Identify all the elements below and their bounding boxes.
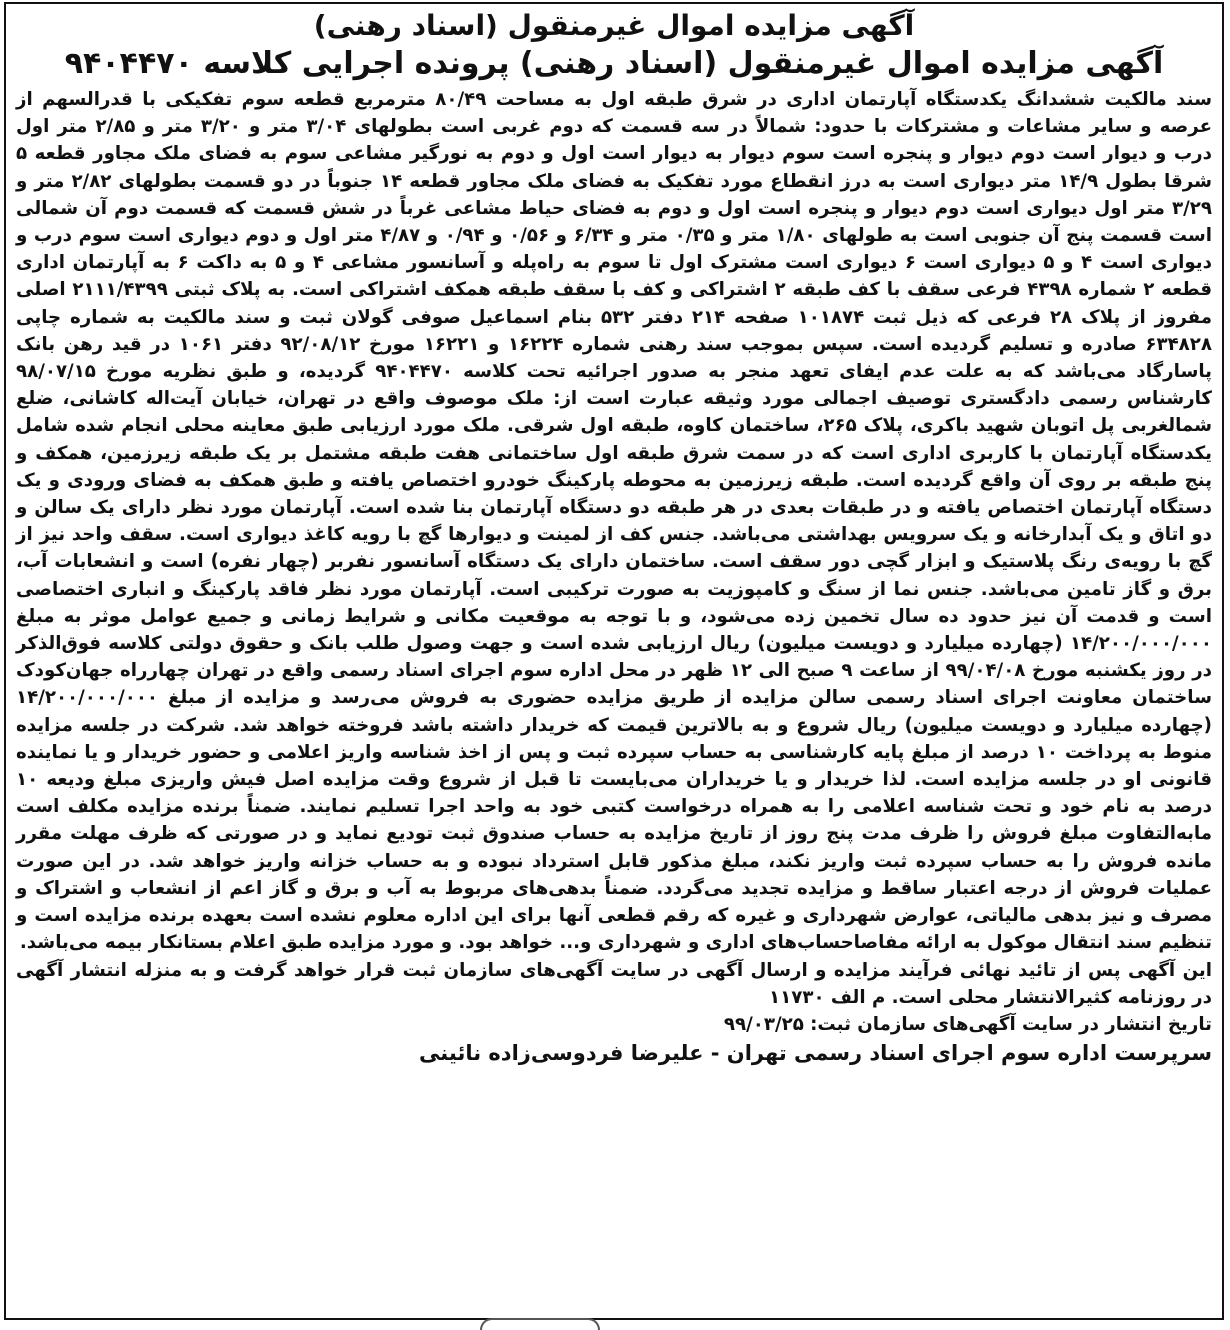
signature: سرپرست اداره سوم اجرای اسناد رسمی تهران - علیرضا فردوسی‌زاده نائینی [419,1040,1212,1065]
notice-body [16,86,1212,1011]
auction-notice [4,2,1224,1320]
notice-paragraph-main: سند مالکیت ششدانگ یکدستگاه آپارتمان اداری در شرق طبقه اول به مساحت ۸۰/۴۹ مترمربع قطعه سوم تفکیکی با قدرالسهم از عرصه و سایر مشاعات و مشترکات با حدود: شمالاً در سه قسمت که دوم غربی است بطولهای ۳/۰۴ متر و ۳/۲۰ متر و ۲/۸۵ متر اول درب و دیوار است دوم دیوار و پنجره است سوم دیوار به دیوار است اول و دوم به نورگیر مشاعی سوم به فضای ملک مجاور قطعه ۵ شرقا بطول ۱۴/۹ متر دیواری است به درز انقطاع مورد تفکیک به فضای ملک مجاور قطعه ۱۴ جنوباً در دو قسمت بطولهای ۲/۸۲ متر و ۳/۲۹ متر اول دیواری است دوم دیوار و پنجره است اول و دوم به فضای حیاط مشاعی غرباً در شش قسمت که قسمت دوم آن شمالی است قسمت پنج آن جنوبی است به طولهای ۱/۸۰ متر و ۰/۳۵ متر و ۶/۳۴ و ۰/۵۶ و ۰/۹۴ و ۴/۸۷ متر اول و دوم دیواری است سوم درب و دیواری است ۴ و ۵ دیواری است ۶ دیواری است مشترک اول تا سوم به راه‌پله و آسانسور مشاعی ۴ و ۵ به داکت ۶ به آپارتمان اداری قطعه ۲ شماره ۴۳۹۸ فرعی سقف با کف طبقه ۲ اشتراکی و کف با سقف طبقه همکف اشتراکی است. به پلاک ثبتی ۲۱۱۱/۴۳۹۹ اصلی مفروز از پلاک ۲۸ فرعی که ذیل ثبت ۱۰۱۸۷۴ صفحه ۲۱۴ دفتر ۵۳۲ بنام اسماعیل صوفی گولان ثبت و سند مالکیت به شماره چاپی ۶۳۴۸۲۸ صادره و تسلیم گردیده است. سپس بموجب سند رهنی شماره ۱۶۲۲۴ و ۱۶۲۲۱ مورخ ۹۲/۰۸/۱۲ دفتر ۱۰۶۱ در قید رهن بانک پاسارگاد می‌باشد که به علت عدم ایفای تعهد منجر به صدور اجرائیه تحت کلاسه ۹۴۰۴۴۷۰ گردیده، و طبق نظریه مورخ ۹۸/۰۷/۱۵ کارشناس رسمی دادگستری توصیف اجمالی مورد وثیقه عبارت است از: ملک موصوف واقع در تهران، خیابان آیت‌اله کاشانی، ضلع شمالغربی پل اتوبان شهید باکری، پلاک ۲۶۵، ساختمان کاوه، طبقه اول شرقی. ملک مورد ارزیابی طبق معاینه محلی انجام شده شامل یکدستگاه آپارتمان با کاربری اداری است که در سمت شرق طبقه اول ساختمانی هفت طبقه مشتمل بر یک طبقه زیرزمین، همکف و پنج طبقه بر روی آن واقع گردیده است. طبقه زیرزمین به محوطه پارکینگ خودرو اختصاص یافته و طبق همکف به فضای ورودی و یک دستگاه آپارتمان اختصاص یافته و در طبقات بعدی در هر طبقه دو دستگاه آپارتمان بنا شده است. آپارتمان مورد نظر دارای یک سالن و دو اتاق و یک آبدارخانه و یک سرویس بهداشتی می‌باشد. جنس کف از لمینت و دیوارها گچ با رویه کاغذ دیواری است. سقف واحد نیز از گچ با رویه‌ی رنگ پلاستیک و ابزار گچی دور سقف است. ساختمان دارای یک دستگاه آسانسور نفربر (چهار نفره) است و انشعابات آب، برق و گاز تامین می‌باشد. جنس نما از سنگ و کامپوزیت به صورت ترکیبی است. آپارتمان مورد نظر فاقد پارکینگ و انباری اختصاصی است و قدمت آن نیز حدود ده سال تخمین زده می‌شود، و با توجه به موقعیت مکانی و شرایط زمانی و جمیع عوامل موثر به مبلغ ۱۴/۲۰۰/۰۰۰/۰۰۰ (چهارده میلیارد و دویست میلیون) ریال ارزیابی شده است و جهت وصول طلب بانک و حقوق دولتی کلاسه فوق‌الذکر در روز یکشنبه مورخ ۹۹/۰۴/۰۸ از ساعت ۹ صبح الی ۱۲ ظهر در محل اداره سوم اجرای اسناد رسمی واقع در تهران چهارراه جهان‌کودک ساختمان معاونت اجرای اسناد رسمی سالن مزایده از طریق مزایده حضوری به فروش می‌رسد و مزایده از مبلغ ۱۴/۲۰۰/۰۰۰/۰۰۰ (چهارده میلیارد و دویست میلیون) ریال شروع و به بالاترین قیمت که خریدار داشته باشد فروخته خواهد شد. شرکت در جلسه مزایده منوط به پرداخت ۱۰ درصد از مبلغ پایه کارشناسی به حساب سپرده ثبت و پس از اخذ شناسه واریز اعلامی و حضور خریدار و یا نماینده قانونی او در جلسه مزایده است. لذا خریدار و یا خریداران می‌بایست تا قبل از شروع وقت مزایده اصل فیش واریزی مبلغ ودیعه ۱۰ درصد به نام خود و تحت شناسه اعلامی را به همراه درخواست کتبی خود به واحد اجرا تسلیم نمایند. ضمناً برنده مزایده مکلف است مابه‌التفاوت مبلغ فروش را ظرف مدت پنج روز از تاریخ مزایده به حساب صندوق ثبت تودیع نماید و در صورتی که ظرف مهلت مقرر مانده فروش را به حساب سپرده ثبت واریز نکند، مبلغ مذکور قابل استرداد نبوده و به حساب خزانه واریز خواهد شد. در این صورت عملیات فروش از درجه اعتبار ساقط و مزایده تجدید می‌گردد. ضمناً بدهی‌های مربوط به آب و برق و گاز اعم از انشعاب و اشتراک و مصرف و نیز بدهی مالیاتی، عوارض شهرداری و غیره که رقم قطعی آنها برای این اداره معلوم نشده است بعهده برنده مزایده است و تنظیم سند انتقال موکول به ارائه مفاصاحساب‌های اداری و شهرداری و... خواهد بود. و مورد مزایده طبق اعلام بستانکار بیمه می‌باشد. [16,89,1213,954]
notice-paragraph-publication: این آگهی پس از تائید نهائی فرآیند مزایده و ارسال آگهی در سایت آگهی‌های سازمان ثبت قرار خواهد گرفت و به منزله انتشار آگهی در روزنامه کثیرالانتشار محلی است. م الف ۱۱۷۳۰ [16,959,1212,1008]
notice-title: آگهی مزایده اموال غیرمنقول (اسناد رهنی) [313,9,915,42]
page-bottom-mark [480,1318,600,1330]
notice-subtitle: آگهی مزایده اموال غیرمنقول (اسناد رهنی) پرونده اجرایی کلاسه ۹۴۰۴۴۷۰ [64,46,1164,81]
publish-date: تاریخ انتشار در سایت آگهی‌های سازمان ثبت: ۹۹/۰۳/۲۵ [723,1013,1212,1035]
